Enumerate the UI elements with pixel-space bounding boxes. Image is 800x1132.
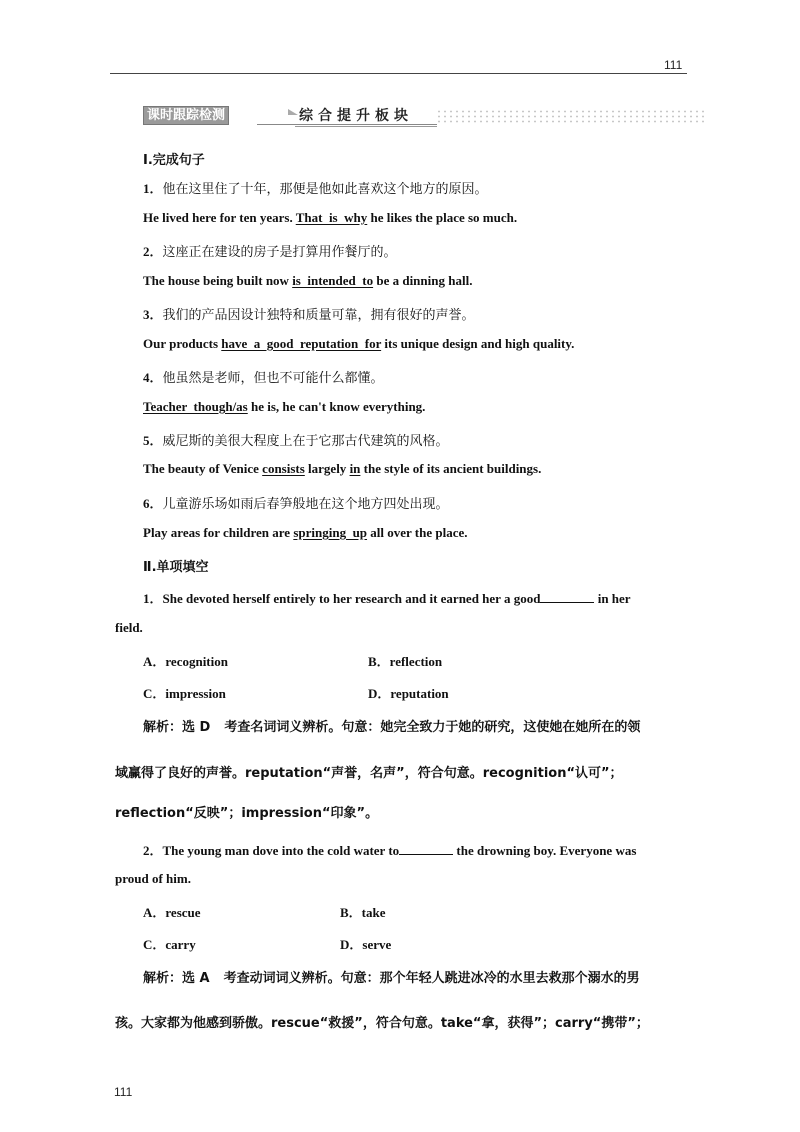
question-2-stem [143,840,636,859]
item-4-chinese [143,367,384,386]
option-a [143,902,201,921]
option-text: reflection [389,654,443,669]
sentence-text: Our products [143,336,222,351]
item-1-english [143,210,517,226]
analysis-label: 解析：选 A [143,971,210,986]
option-letter: D． [340,937,363,952]
answer-text: is intended to [292,273,374,288]
question-2-analysis-line1 [143,967,640,986]
question-text: The young man dove into the cold water to [162,843,400,858]
page-number-bottom: 111 [114,1085,133,1099]
question-1-stem-cont: field. [115,620,143,635]
question-number: 2． [143,843,163,858]
question-1-analysis-line2: 域赢得了良好的声誉。reputation“声誉，名声”，符合句意。recognition“认可”； [115,766,623,781]
option-text: impression [165,686,226,701]
analysis-text: 考查名词词义辨析。句意：她完全致力于她的研究，这使她在她所在的领 [224,720,641,735]
answer-blank [399,842,453,855]
chinese-prompt: 威尼斯的美很大程度上在于它那古代建筑的风格。 [162,434,449,449]
option-text: carry [165,937,196,952]
answer-blank [540,590,594,603]
item-6-english [143,525,468,541]
option-letter: B． [340,905,362,920]
sentence-text: Play areas for children are [143,525,294,540]
item-5-english [143,461,541,477]
option-letter: A． [143,654,166,669]
chinese-prompt: 他在这里住了十年，那便是他如此喜欢这个地方的原因。 [162,182,488,197]
section2-heading: Ⅱ.单项填空 [143,560,209,575]
item-6-chinese [143,493,449,512]
option-text: rescue [165,905,201,920]
question-2-analysis-line2: 孩。大家都为他感到骄傲。rescue“救援”，符合句意。take“拿，获得”；carry“携带”； [115,1016,649,1031]
sentence-text: largely [304,461,350,476]
item-2-chinese [143,241,397,260]
question-2-stem-cont: proud of him. [115,871,191,886]
item-number: 1． [143,181,163,196]
option-b [368,651,442,670]
sentence-text: all over the place. [367,525,468,540]
answer-text: have a good reputation for [221,336,382,351]
item-2-english [143,273,472,289]
sentence-text: its unique design and high quality. [381,336,575,351]
item-3-chinese [143,304,475,323]
option-text: serve [362,937,392,952]
sentence-text: the style of its ancient buildings. [360,461,542,476]
sentence-text: be a dinning hall. [373,273,473,288]
question-number: 1． [143,591,163,606]
sentence-text: He lived here for ten years. [143,210,296,225]
question-text: in her [594,591,631,606]
answer-text: That is why [295,210,368,225]
item-1-chinese [143,178,488,197]
item-5-chinese [143,430,449,449]
answer-text: springing up [293,525,368,540]
option-c [143,683,226,702]
option-text: reputation [390,686,449,701]
item-number: 2． [143,244,163,259]
option-letter: B． [368,654,390,669]
option-letter: C． [143,937,166,952]
sentence-text: The house being built now [143,273,293,288]
option-letter: A． [143,905,166,920]
option-letter: C． [143,686,166,701]
question-text: She devoted herself entirely to her research and it earned her a good [162,591,541,606]
item-number: 6． [143,496,163,511]
section1-heading: Ⅰ.完成句子 [143,153,205,168]
option-b [340,902,386,921]
sentence-text: he likes the place so much. [367,210,518,225]
question-text: the drowning boy. Everyone was [453,843,637,858]
analysis-text: 考查动词词义辨析。句意：那个年轻人跳进冰冷的水里去救那个溺水的男 [223,971,640,986]
item-number: 3． [143,307,163,322]
item-4-english [143,399,425,415]
answer-text: Teacher though/as [143,399,248,414]
option-a [143,651,228,670]
question-1-stem [143,588,631,607]
sentence-text: The beauty of Venice [143,461,263,476]
analysis-label: 解析：选 D [143,720,211,735]
option-text: take [361,905,386,920]
option-text: recognition [165,654,228,669]
option-d [368,683,449,702]
answer-text: consists [262,461,305,476]
chinese-prompt: 我们的产品因设计独特和质量可靠，拥有很好的声誉。 [162,308,475,323]
question-1-analysis-line3: reflection“反映”；impression“印象”。 [115,806,379,821]
banner-title: 综合提升板块 [299,108,413,124]
banner-tag: 课时跟踪检测 [143,106,229,125]
answer-text: in [349,461,361,476]
option-letter: D． [368,686,391,701]
option-c [143,934,196,953]
sentence-text: he is, he can't know everything. [247,399,426,414]
chinese-prompt: 这座正在建设的房子是打算用作餐厅的。 [162,245,397,260]
chinese-prompt: 儿童游乐场如雨后春笋般地在这个地方四处出现。 [162,497,449,512]
item-number: 4． [143,370,163,385]
item-3-english [143,336,574,352]
item-number: 5． [143,433,163,448]
question-1-analysis-line1 [143,716,640,735]
option-d [340,934,391,953]
page-number-top: 111 [664,58,683,72]
chinese-prompt: 他虽然是老师，但也不可能什么都懂。 [162,371,384,386]
